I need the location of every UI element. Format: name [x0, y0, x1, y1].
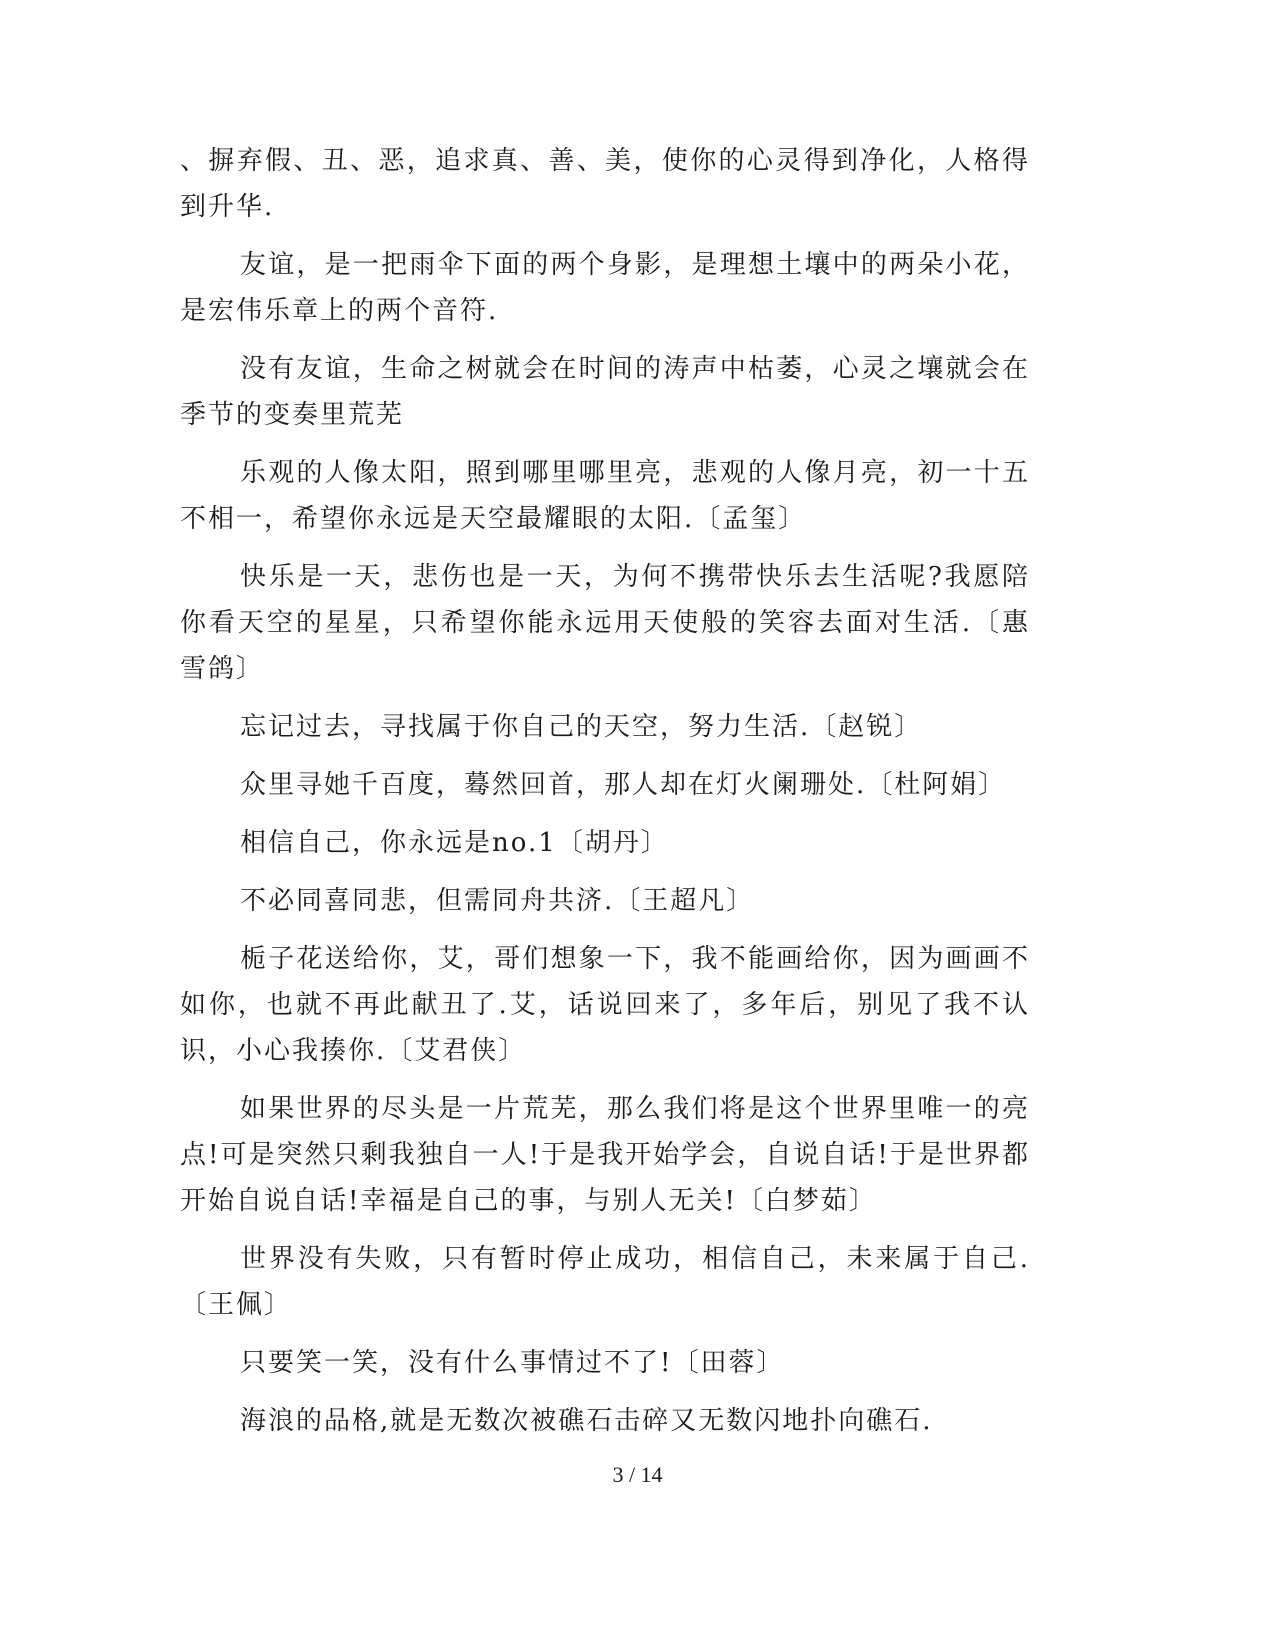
- paragraph: 栀子花送给你，艾，哥们想象一下，我不能画给你，因为画画不如你，也就不再此献丑了.艾，话说回来了，多年后，别见了我不认识，小心我揍你.〔艾君侠〕: [180, 944, 1030, 1066]
- paragraph: 海浪的品格,就是无数次被礁石击碎又无数闪地扑向礁石.: [240, 1406, 933, 1436]
- paragraph: 世界没有失败，只有暂时停止成功，相信自己，未来属于自己.〔王佩〕: [180, 1244, 1030, 1320]
- paragraph: 相信自己，你永远是no.1〔胡丹〕: [240, 828, 669, 858]
- page-number: 3 / 14: [612, 1462, 663, 1487]
- paragraph: 乐观的人像太阳，照到哪里哪里亮，悲观的人像月亮，初一十五不相一，希望你永远是天空最耀眼的太阳.〔孟玺〕: [180, 458, 1030, 534]
- paragraph: 、摒弃假、丑、恶，追求真、善、美，使你的心灵得到净化，人格得到升华.: [180, 146, 1030, 222]
- paragraph: 忘记过去，寻找属于你自己的天空，努力生活.〔赵锐〕: [240, 712, 923, 742]
- document-body: [180, 138, 1030, 1456]
- paragraph: 不必同喜同悲，但需同舟共济.〔王超凡〕: [240, 886, 755, 916]
- paragraph: 众里寻她千百度，蓦然回首，那人却在灯火阑珊处.〔杜阿娟〕: [240, 770, 1007, 800]
- paragraph: 只要笑一笑，没有什么事情过不了!〔田蓉〕: [240, 1348, 785, 1378]
- paragraph: 没有友谊，生命之树就会在时间的涛声中枯萎，心灵之壤就会在季节的变奏里荒芜: [180, 354, 1030, 430]
- paragraph: 友谊，是一把雨伞下面的两个身影，是理想土壤中的两朵小花，是宏伟乐章上的两个音符.: [180, 250, 1030, 326]
- paragraph: 快乐是一天，悲伤也是一天，为何不携带快乐去生活呢?我愿陪你看天空的星星，只希望你能永远用天使般的笑容去面对生活.〔惠雪鸽〕: [180, 562, 1030, 684]
- paragraph: 如果世界的尽头是一片荒芜，那么我们将是这个世界里唯一的亮点!可是突然只剩我独自一人!于是我开始学会，自说自话!于是世界都开始自说自话!幸福是自己的事，与别人无关!〔白梦茹〕: [180, 1094, 1030, 1216]
